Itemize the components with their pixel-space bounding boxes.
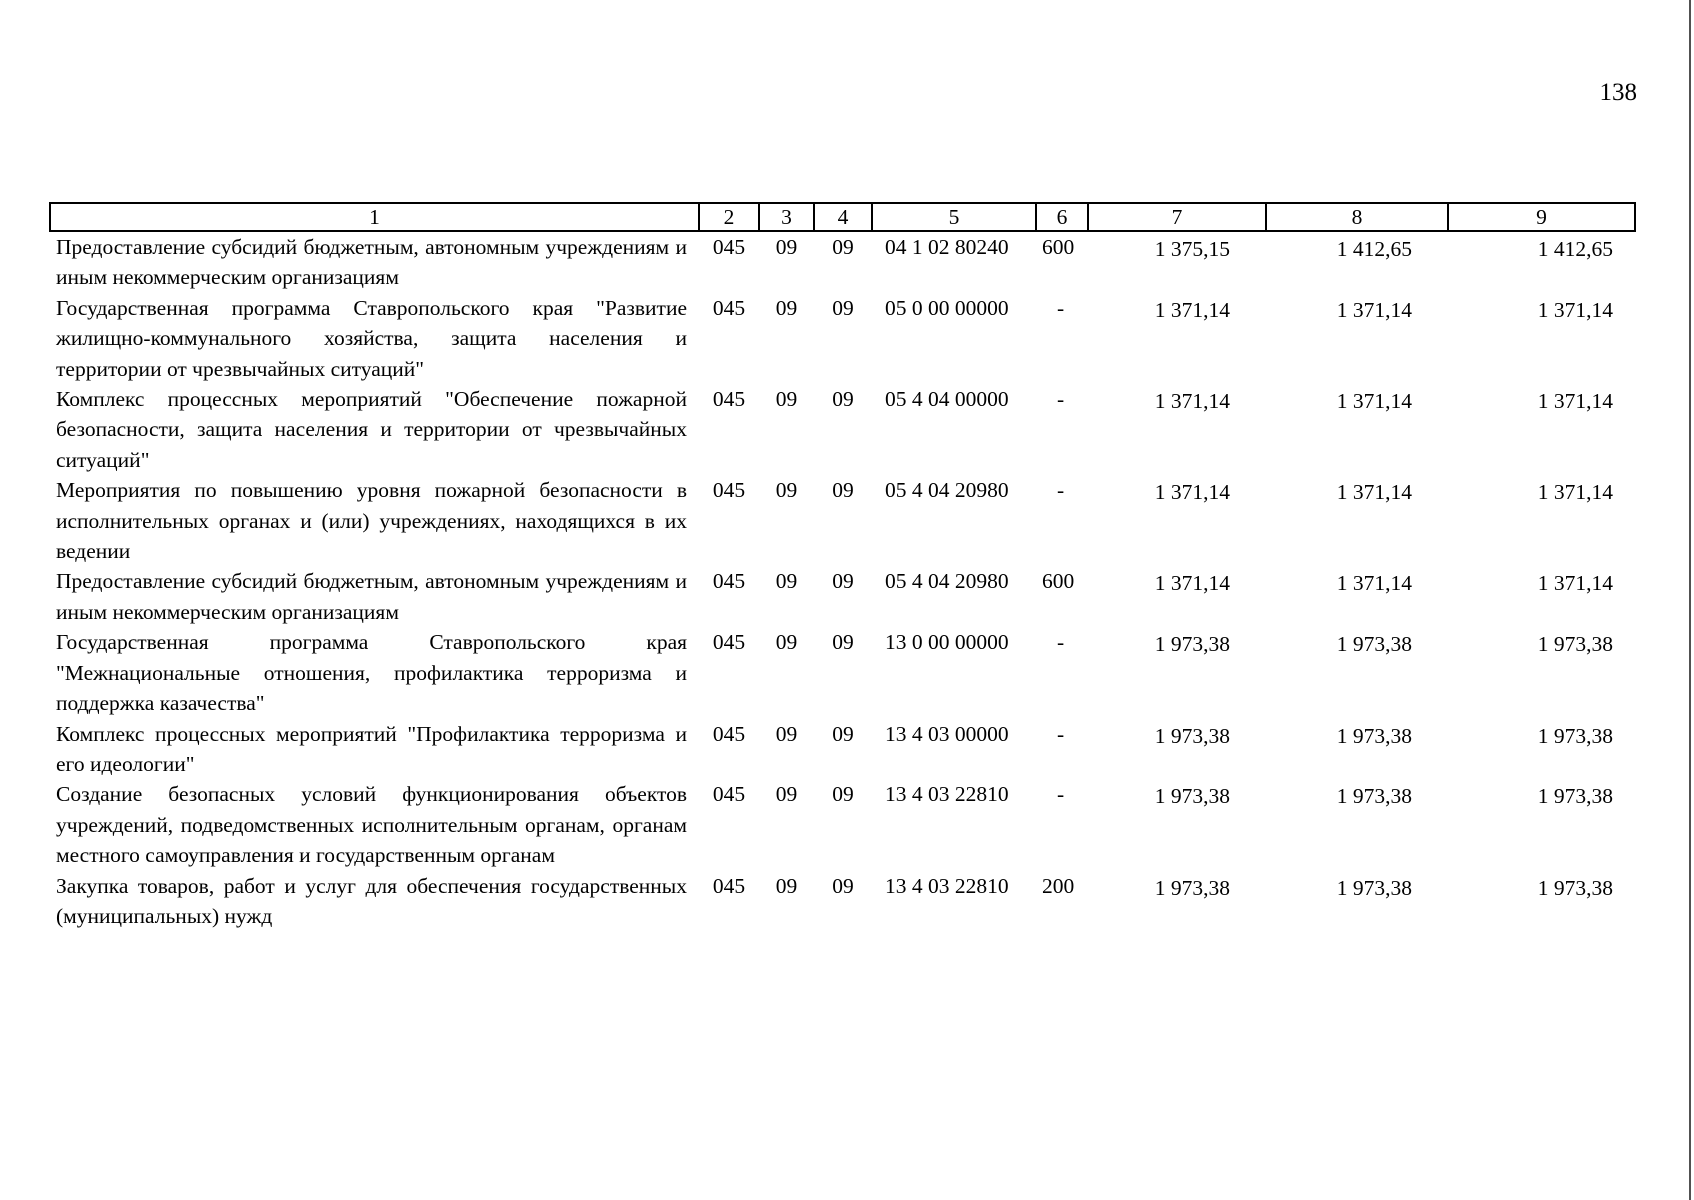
row-col-6: - [1057, 387, 1065, 412]
row-col-8: 1 973,38 [1336, 875, 1412, 900]
header-col-3: 3 [759, 203, 814, 231]
row-col-9: 1 412,65 [1537, 237, 1613, 261]
header-col-4: 4 [814, 203, 872, 231]
page-number: 138 [1599, 79, 1637, 106]
row-name: Мероприятия по повышению уровня пожарной безопасности в исполнительных органах и (или) учреждениях, находящихся в их ведении [56, 478, 687, 564]
row-name: Комплекс процессных мероприятий "Обеспечение пожарной безопасности, защита населения и территории от чрезвычайных ситуаций" [56, 387, 687, 472]
row-col-7: 1 973,38 [1154, 723, 1230, 748]
row-col-2: 045 [712, 873, 746, 898]
row-col-5: 13 0 00 00000 [885, 630, 1009, 655]
table-row [50, 719, 1635, 780]
row-name: Предоставление субсидий бюджетным, автономным учреждениям и иным некоммерческим организациям [56, 235, 687, 290]
row-col-5: 13 4 03 00000 [885, 721, 1009, 746]
row-col-4: 09 [832, 873, 854, 898]
row-col-4: 09 [832, 782, 854, 807]
row-col-2: 045 [712, 387, 746, 412]
row-col-8: 1 973,38 [1336, 723, 1412, 748]
row-col-8: 1 371,14 [1336, 297, 1412, 322]
row-col-6: 600 [1042, 235, 1075, 259]
row-col-2: 045 [712, 782, 746, 807]
table-row [50, 384, 1635, 475]
row-col-5: 05 4 04 20980 [885, 478, 1009, 503]
row-col-2: 045 [712, 295, 746, 320]
row-col-5: 05 4 04 00000 [885, 387, 1009, 412]
table-header [50, 203, 1635, 231]
row-name: Предоставление субсидий бюджетным, автономным учреждениям и иным некоммерческим организациям [56, 569, 687, 624]
row-name: Государственная программа Ставропольского края "Развитие жилищно-коммунального хозяйства, защита населения и территории от чрезвычайных ситуаций" [56, 295, 687, 381]
table-row [50, 627, 1635, 718]
row-col-6: 200 [1042, 873, 1075, 898]
row-col-5: 13 4 03 22810 [885, 873, 1009, 898]
row-col-9: 1 371,14 [1537, 389, 1613, 414]
row-col-2: 045 [712, 721, 746, 746]
row-col-3: 09 [775, 478, 798, 503]
row-col-3: 09 [775, 873, 798, 898]
row-col-7: 1 371,14 [1154, 389, 1230, 414]
row-col-9: 1 973,38 [1537, 784, 1613, 809]
row-col-4: 09 [832, 721, 854, 746]
row-col-4: 09 [832, 295, 854, 320]
row-col-9: 1 371,14 [1537, 297, 1613, 322]
table-row [50, 779, 1635, 870]
row-name: Закупка товаров, работ и услуг для обеспечения государственных (муниципальных) нужд [56, 873, 687, 928]
row-col-3: 09 [775, 235, 798, 259]
table-row [50, 871, 1635, 932]
row-col-3: 09 [775, 295, 798, 320]
row-col-7: 1 973,38 [1154, 784, 1230, 809]
row-col-2: 045 [712, 478, 746, 503]
table-row [50, 231, 1635, 293]
header-col-9: 9 [1448, 203, 1635, 231]
row-name: Комплекс процессных мероприятий "Профилактика терроризма и его идеологии" [56, 721, 687, 776]
header-col-2: 2 [699, 203, 759, 231]
row-col-6: - [1057, 630, 1065, 655]
header-col-6: 6 [1036, 203, 1088, 231]
table-row [50, 475, 1635, 566]
row-col-7: 1 375,15 [1154, 237, 1230, 261]
row-col-9: 1 371,14 [1537, 480, 1613, 505]
row-col-6: - [1057, 721, 1065, 746]
budget-table [49, 202, 1636, 931]
row-col-6: - [1057, 478, 1065, 503]
row-col-2: 045 [712, 630, 746, 655]
header-row [50, 203, 1635, 231]
row-col-7: 1 371,14 [1154, 480, 1230, 505]
row-col-5: 05 0 00 00000 [885, 295, 1009, 320]
table-row [50, 293, 1635, 384]
row-col-8: 1 973,38 [1336, 632, 1412, 657]
row-name: Государственная программа Ставропольского края "Межнациональные отношения, профилактика терроризма и поддержка казачества" [56, 630, 687, 716]
row-col-9: 1 973,38 [1537, 875, 1613, 900]
row-col-5: 04 1 02 80240 [885, 235, 1009, 259]
row-col-3: 09 [775, 721, 798, 746]
row-col-7: 1 973,38 [1154, 875, 1230, 900]
row-col-8: 1 371,14 [1336, 480, 1412, 505]
row-col-8: 1 412,65 [1336, 237, 1412, 261]
row-col-3: 09 [775, 569, 798, 594]
row-col-3: 09 [775, 782, 798, 807]
header-col-7: 7 [1088, 203, 1266, 231]
row-col-6: 600 [1042, 569, 1075, 594]
row-col-4: 09 [832, 478, 854, 503]
row-col-9: 1 371,14 [1537, 571, 1613, 596]
row-col-6: - [1057, 295, 1065, 320]
row-col-4: 09 [832, 569, 854, 594]
row-col-3: 09 [775, 387, 798, 412]
row-col-7: 1 973,38 [1154, 632, 1230, 657]
row-col-2: 045 [712, 235, 746, 259]
row-col-5: 13 4 03 22810 [885, 782, 1009, 807]
row-col-9: 1 973,38 [1537, 723, 1613, 748]
table-body [50, 231, 1635, 931]
row-col-6: - [1057, 782, 1065, 807]
row-col-7: 1 371,14 [1154, 297, 1230, 322]
header-col-8: 8 [1266, 203, 1448, 231]
row-col-9: 1 973,38 [1537, 632, 1613, 657]
row-col-3: 09 [775, 630, 798, 655]
row-col-8: 1 371,14 [1336, 389, 1412, 414]
row-col-5: 05 4 04 20980 [885, 569, 1009, 594]
row-col-4: 09 [832, 235, 854, 259]
row-col-8: 1 371,14 [1336, 571, 1412, 596]
row-col-4: 09 [832, 387, 854, 412]
row-col-4: 09 [832, 630, 854, 655]
header-col-1: 1 [50, 203, 699, 231]
row-col-8: 1 973,38 [1336, 784, 1412, 809]
row-col-2: 045 [712, 569, 746, 594]
row-col-7: 1 371,14 [1154, 571, 1230, 596]
header-col-5: 5 [872, 203, 1036, 231]
table-row [50, 566, 1635, 627]
row-name: Создание безопасных условий функционирования объектов учреждений, подведомственных исполнительным органам, органам местного самоуправления и государственным органам [56, 782, 687, 868]
scan-edge-line [1689, 0, 1691, 1200]
